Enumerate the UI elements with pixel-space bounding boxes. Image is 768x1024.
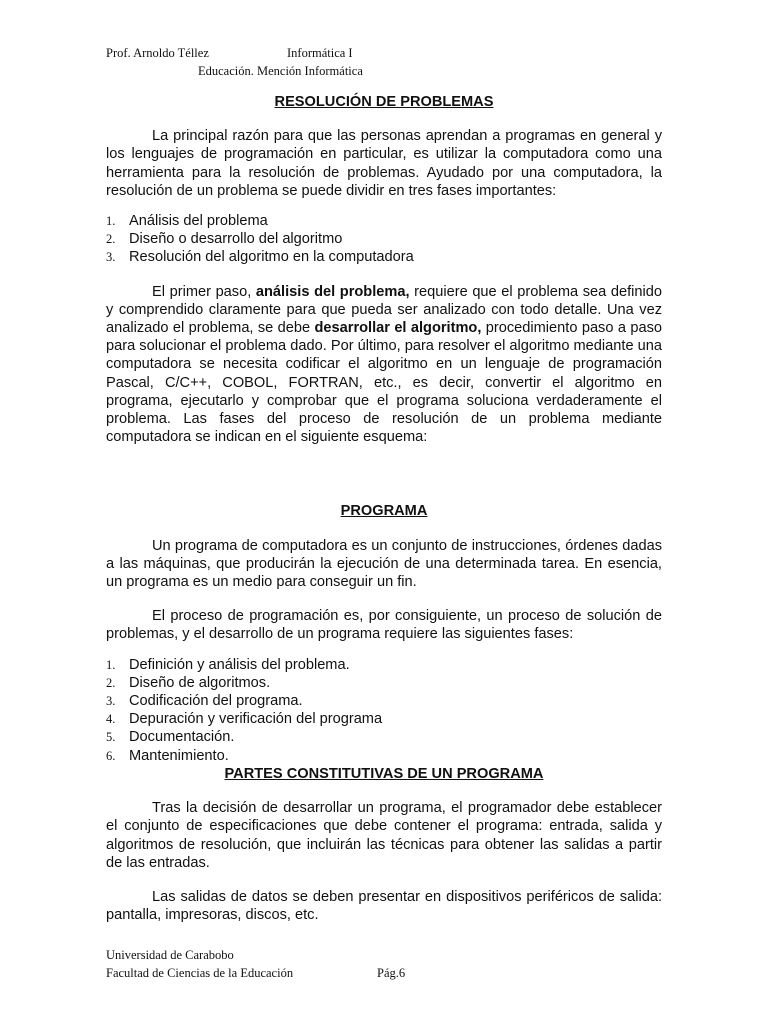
footer-university: Universidad de Carabobo	[106, 948, 234, 962]
list-item-text: Depuración y verificación del programa	[129, 711, 383, 728]
paragraph-programming-process: El proceso de programación es, por consiguiente, un proceso de solución de problemas, y el desarrollo de un programa requiere las siguientes fases:	[106, 608, 662, 643]
text-run: El primer paso,	[152, 283, 256, 300]
paragraph-outputs: Las salidas de datos se deben presentar en dispositivos periféricos de salida: pantalla, impresoras, discos, etc.	[106, 888, 662, 924]
list-number: 1.	[106, 214, 116, 229]
page-number: Pág.6	[377, 966, 406, 980]
list-item	[106, 692, 662, 710]
list-number: 2.	[106, 232, 116, 247]
section-title-resolucion: RESOLUCIÓN DE PROBLEMAS	[274, 94, 494, 110]
section-title-programa: PROGRAMA	[340, 503, 428, 520]
list-item	[106, 710, 662, 728]
list-item	[106, 230, 662, 248]
list-item-text: Diseño de algoritmos.	[129, 674, 271, 691]
list-number: 3.	[106, 250, 116, 265]
paragraph-intro: La principal razón para que las personas aprendan a programas en general y los lenguajes de programación en particular, es utilizar la computadora como una herramienta para la resolución de problemas. Ayudado por una computadora, la resolución de un problema se puede dividir en tres fases importantes:	[106, 128, 662, 199]
list-item-text: Resolución del algoritmo en la computadora	[129, 249, 414, 266]
list-item	[106, 747, 662, 765]
header-author: Prof. Arnoldo Téllez	[106, 46, 209, 60]
list-number: 1.	[106, 657, 116, 672]
paragraph-specifications: Tras la decisión de desarrollar un programa, el programador debe establecer el conjunto de especificaciones que debe contener el programa: entrada, salida y algoritmos de resolución, que incluirán las técnicas para obtener las salidas a partir de las entradas.	[106, 800, 662, 871]
list-number: 2.	[106, 675, 116, 690]
list-item	[106, 674, 662, 692]
list-number: 3.	[106, 694, 116, 709]
list-item-text: Mantenimiento.	[129, 747, 229, 764]
list-item	[106, 656, 662, 674]
list-number: 5.	[106, 730, 116, 745]
list-number: 4.	[106, 712, 116, 727]
list-item	[106, 212, 662, 230]
bold-term-algoritmo: desarrollar el algoritmo,	[314, 320, 482, 337]
header-program: Educación. Mención Informática	[198, 64, 363, 78]
list-item-text: Diseño o desarrollo del algoritmo	[129, 231, 343, 248]
list-number: 6.	[106, 748, 116, 763]
paragraph-program-definition: Un programa de computadora es un conjunto de instrucciones, órdenes dadas a las máquinas, que producirán la ejecución de una determinada tarea. En esencia, un programa es un medio para conseguir un fin.	[106, 537, 662, 591]
list-item-text: Documentación.	[129, 729, 235, 746]
header-course: Informática I	[287, 46, 353, 60]
page-footer	[106, 946, 406, 982]
list-item-text: Análisis del problema	[129, 213, 268, 230]
phases-list	[106, 212, 662, 267]
document-body	[106, 90, 662, 924]
list-item-text: Codificación del programa.	[129, 693, 303, 710]
text-run: requiere que el problema sea definido y comprendido claramente para que pueda ser analizado con todo detalle. Una vez analizado el problema, se debe	[106, 283, 663, 337]
section-title-partes: PARTES CONSTITUTIVAS DE UN PROGRAMA	[224, 765, 544, 782]
list-item	[106, 248, 662, 266]
bold-term-analisis: análisis del problema,	[255, 283, 410, 300]
text-run: procedimiento paso a paso para solucionar el problema dado. Por último, para resolver el algoritmo mediante una computadora se necesita codificar el algoritmo en un lenguaje de programación Pascal, C/C++, COBOL, FORTRAN, etc., es decir, convertir el algoritmo en programa, ejecutarlo y comprobar que el programa soluciona verdaderamente el problema. Las fases del proceso de resolución de un problema mediante computadora se indican en el siguiente esquema:	[106, 320, 662, 446]
list-item-text: Definición y análisis del problema.	[129, 656, 350, 673]
list-item	[106, 728, 662, 746]
program-phases-list	[106, 656, 662, 765]
paragraph-first-step	[106, 283, 662, 447]
footer-faculty: Facultad de Ciencias de la Educación	[106, 966, 294, 980]
